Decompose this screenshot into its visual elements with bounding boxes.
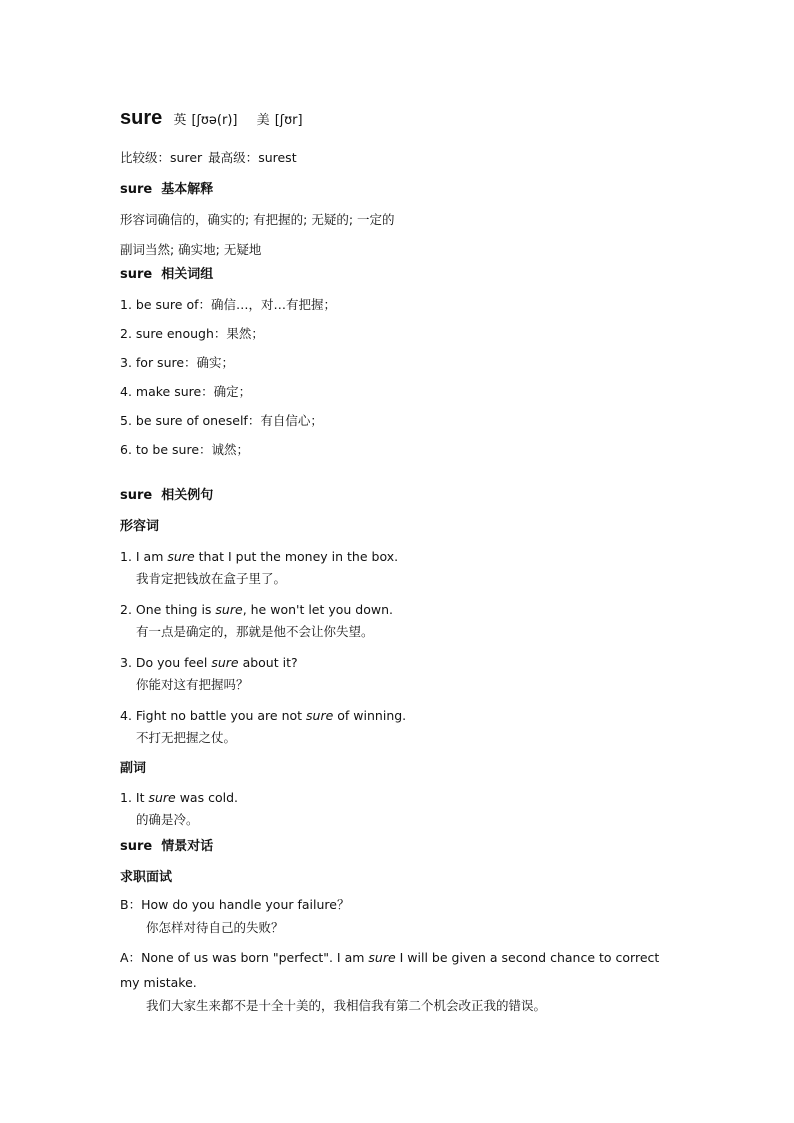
- uk-label: 英: [173, 113, 187, 128]
- keyword: sure: [211, 655, 239, 670]
- entry-header: [120, 108, 303, 128]
- keyword: sure: [368, 950, 396, 965]
- phrase-item: 3. for sure：确实；: [120, 355, 235, 370]
- example-en: 1. It sure was cold.: [120, 790, 238, 805]
- basic-heading: sure 基本解释: [120, 182, 214, 197]
- phrase-item: 5. be sure of oneself：有自信心；: [120, 413, 323, 428]
- phrase-item: 2. sure enough：果然；: [120, 326, 264, 341]
- speaker: A：: [120, 950, 142, 965]
- example-en: 3. Do you feel sure about it?: [120, 655, 298, 670]
- definition-adv: 副词当然; 确实地; 无疑地: [120, 242, 262, 257]
- dialog-line-a-cn: 我们大家生来都不是十全十美的，我相信我有第二个机会改正我的错误。: [146, 998, 547, 1013]
- examples-heading: sure 相关例句: [120, 488, 214, 503]
- dialog-line-b: B：How do you handle your failure？: [120, 897, 350, 912]
- example-en: 2. One thing is sure, he won't let you down.: [120, 602, 394, 617]
- comparative-label: 比较级: [120, 150, 158, 165]
- example-cn: 你能对这有把握吗？: [136, 677, 249, 692]
- example-cn: 的确是冷。: [136, 812, 199, 827]
- comparative-value: surer: [170, 150, 203, 165]
- definition-adj: 形容词确信的，确实的; 有把握的; 无疑的; 一定的: [120, 212, 395, 227]
- headword: sure: [120, 107, 163, 129]
- example-en: 4. Fight no battle you are not sure of winning.: [120, 708, 407, 723]
- example-en: 1. I am sure that I put the money in the box.: [120, 549, 399, 564]
- uk-phonetic: [ʃʊə(r)]: [191, 113, 238, 128]
- adj-section-label: 形容词: [120, 519, 160, 534]
- keyword: sure: [215, 602, 243, 617]
- dialog-heading: sure 情景对话: [120, 839, 214, 854]
- dialog-line-a: A：None of us was born "perfect". I am sure I will be given a second chance to correct: [120, 950, 660, 965]
- us-label: 美: [256, 113, 270, 128]
- speaker: B：: [120, 897, 142, 912]
- example-cn: 我肯定把钱放在盒子里了。: [136, 571, 287, 586]
- keyword: sure: [148, 790, 176, 805]
- example-cn: 有一点是确定的，那就是他不会让你失望。: [136, 624, 374, 639]
- phrase-item: 6. to be sure：诚然；: [120, 442, 250, 457]
- example-cn: 不打无把握之仗。: [136, 730, 237, 745]
- phrase-item: 1. be sure of：确信…，对…有把握；: [120, 297, 337, 312]
- dialog-line-b-cn: 你怎样对待自己的失败？: [146, 920, 284, 935]
- superlative-value: surest: [258, 150, 297, 165]
- keyword: sure: [306, 708, 334, 723]
- word-forms: 比较级：surer 最高级：surest: [120, 150, 297, 165]
- scene-label: 求职面试: [120, 870, 173, 885]
- superlative-label: 最高级: [208, 150, 246, 165]
- phrases-heading: sure 相关词组: [120, 267, 214, 282]
- phrase-item: 4. make sure：确定；: [120, 384, 252, 399]
- keyword: sure: [167, 549, 195, 564]
- us-phonetic: [ʃʊr]: [274, 113, 303, 128]
- adv-section-label: 副词: [120, 761, 147, 776]
- dialog-line-a-cont: my mistake.: [120, 975, 197, 990]
